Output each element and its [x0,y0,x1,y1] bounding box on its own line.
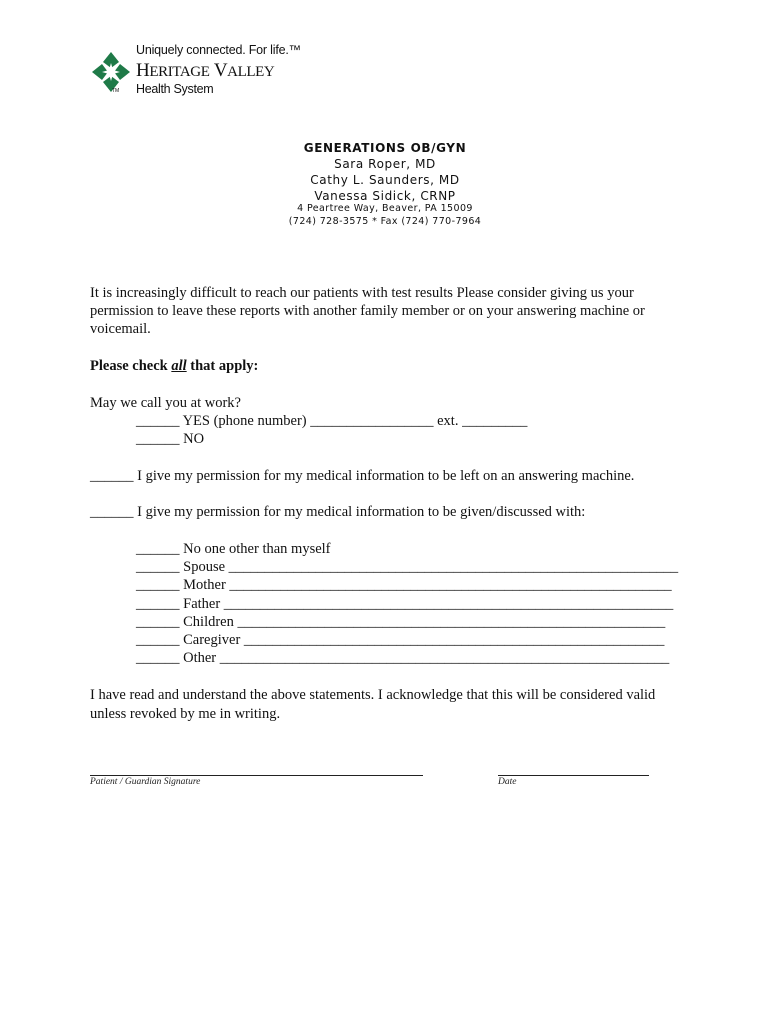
instruction-suffix: that apply: [186,358,259,374]
logo-wordmark-cap2: V [213,60,228,81]
intro-line: It is increasingly difficult to reach our patients with test results Please consider giving us your [90,285,634,301]
logo-wordmark-rest1: ERITAGE [149,64,210,80]
contact-option-caregiver[interactable]: ______ Caregiver __________________________________________________________ [136,632,665,648]
logo-wordmark [136,60,274,82]
contact-option-children[interactable]: ______ Children ___________________________________________________________ [136,614,666,630]
contact-option-spouse[interactable]: ______ Spouse ______________________________________________________________ [136,559,679,575]
intro-line: permission to leave these reports with another family member or on your answering machine or [90,303,645,319]
contact-option-mother[interactable]: ______ Mother _____________________________________________________________ [136,577,672,593]
provider-name: Vanessa Sidick, CRNP [314,189,456,203]
patient-signature-label: Patient / Guardian Signature [90,777,201,787]
logo-wordmark-cap1: H [136,60,150,81]
date-signature-line[interactable] [498,775,649,776]
acknowledgement-line: I have read and understand the above statements. I acknowledge that this will be considered valid [90,687,656,703]
logo-wordmark-rest2: ALLEY [227,64,275,80]
logo-trademark: TM [112,88,120,94]
provider-name: Sara Roper, MD [334,157,436,171]
patient-signature-line[interactable] [90,775,423,776]
discuss-permission[interactable]: ______ I give my permission for my medical information to be given/discussed with: [90,504,586,520]
date-label: Date [498,777,517,787]
logo-subtitle: Health System [136,82,214,96]
contact-option-self[interactable]: ______ No one other than myself [136,541,331,557]
intro-line: voicemail. [90,321,151,337]
practice-address: 4 Peartree Way, Beaver, PA 15009 [297,203,473,214]
instruction-heading [90,357,258,375]
practice-phone-fax: (724) 728-3575 * Fax (724) 770-7964 [288,216,482,227]
contact-option-other[interactable]: ______ Other ______________________________________________________________ [136,650,670,666]
instruction-prefix: Please check [90,358,172,374]
contact-option-father[interactable]: ______ Father ______________________________________________________________ [136,596,674,612]
work-call-yes-option[interactable]: ______ YES (phone number) _________________ ext. _________ [136,413,528,429]
provider-name: Cathy L. Saunders, MD [310,173,460,187]
work-call-no-option[interactable]: ______ NO [136,431,205,447]
instruction-emphasis: all [171,358,187,374]
work-call-question: May we call you at work? [90,395,241,411]
heritage-valley-logo-icon [90,50,132,94]
practice-name: GENERATIONS OB/GYN [303,141,467,155]
answering-machine-permission[interactable]: ______ I give my permission for my medical information to be left on an answering machine. [90,468,635,484]
acknowledgement-line: unless revoked by me in writing. [90,706,281,722]
logo-tagline: Uniquely connected. For life.™ [136,43,301,57]
